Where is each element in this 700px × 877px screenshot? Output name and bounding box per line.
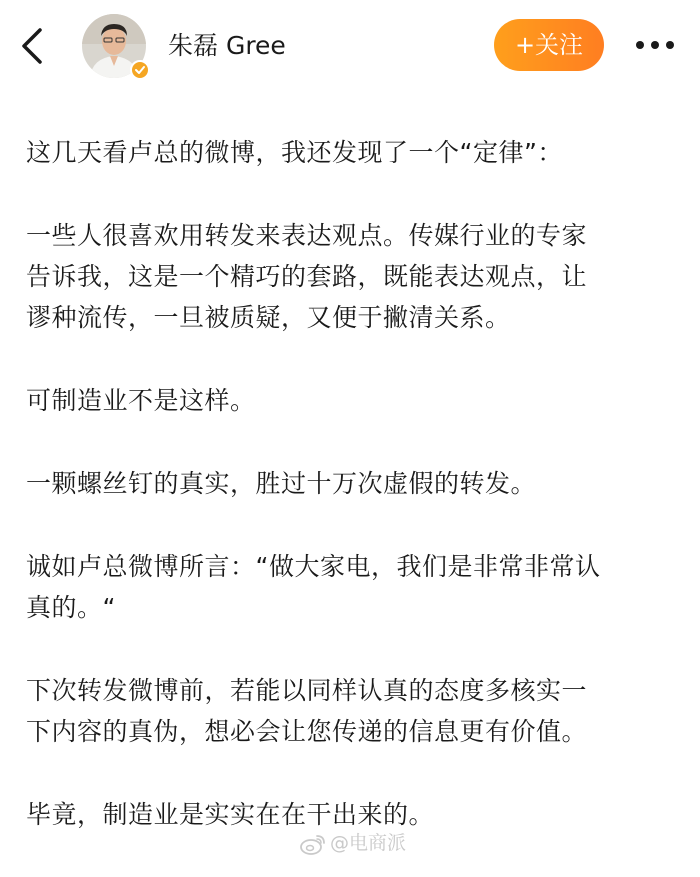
avatar[interactable] xyxy=(82,14,148,80)
watermark-text: @电商派 xyxy=(330,832,407,854)
post-header xyxy=(0,0,700,92)
post-paragraph: 这几天看卢总的微博，我还发现了一个“定律”： xyxy=(26,138,563,167)
post-paragraph: 诚如卢总微博所言：“做大家电，我们是非常非常认 真的。“ xyxy=(26,552,601,622)
post-paragraph: 一些人很喜欢用转发来表达观点。传媒行业的专家 告诉我，这是一个精巧的套路，既能表达观点，让 谬种流传，一旦被质疑，又便于撇清关系。 xyxy=(26,221,588,332)
username[interactable]: 朱磊 Gree xyxy=(168,31,286,60)
post-paragraph: 下次转发微博前，若能以同样认真的态度多核实一 下内容的真伪，想必会让您传递的信息更有价值。 xyxy=(26,676,588,746)
post-content xyxy=(26,132,676,877)
back-button[interactable] xyxy=(14,22,54,70)
post-paragraph: 一颗螺丝钉的真实，胜过十万次虚假的转发。 xyxy=(26,469,537,498)
more-button[interactable] xyxy=(630,30,680,60)
follow-button[interactable]: +关注 xyxy=(494,19,604,71)
weibo-logo-icon xyxy=(300,833,326,855)
post-paragraph: 可制造业不是这样。 xyxy=(26,386,256,415)
verified-badge-icon xyxy=(130,60,150,80)
post-paragraph: 毕竟，制造业是实实在在干出来的。 xyxy=(26,800,435,829)
watermark xyxy=(300,828,406,858)
chevron-left-icon xyxy=(14,22,54,70)
more-dots-icon xyxy=(630,30,680,60)
